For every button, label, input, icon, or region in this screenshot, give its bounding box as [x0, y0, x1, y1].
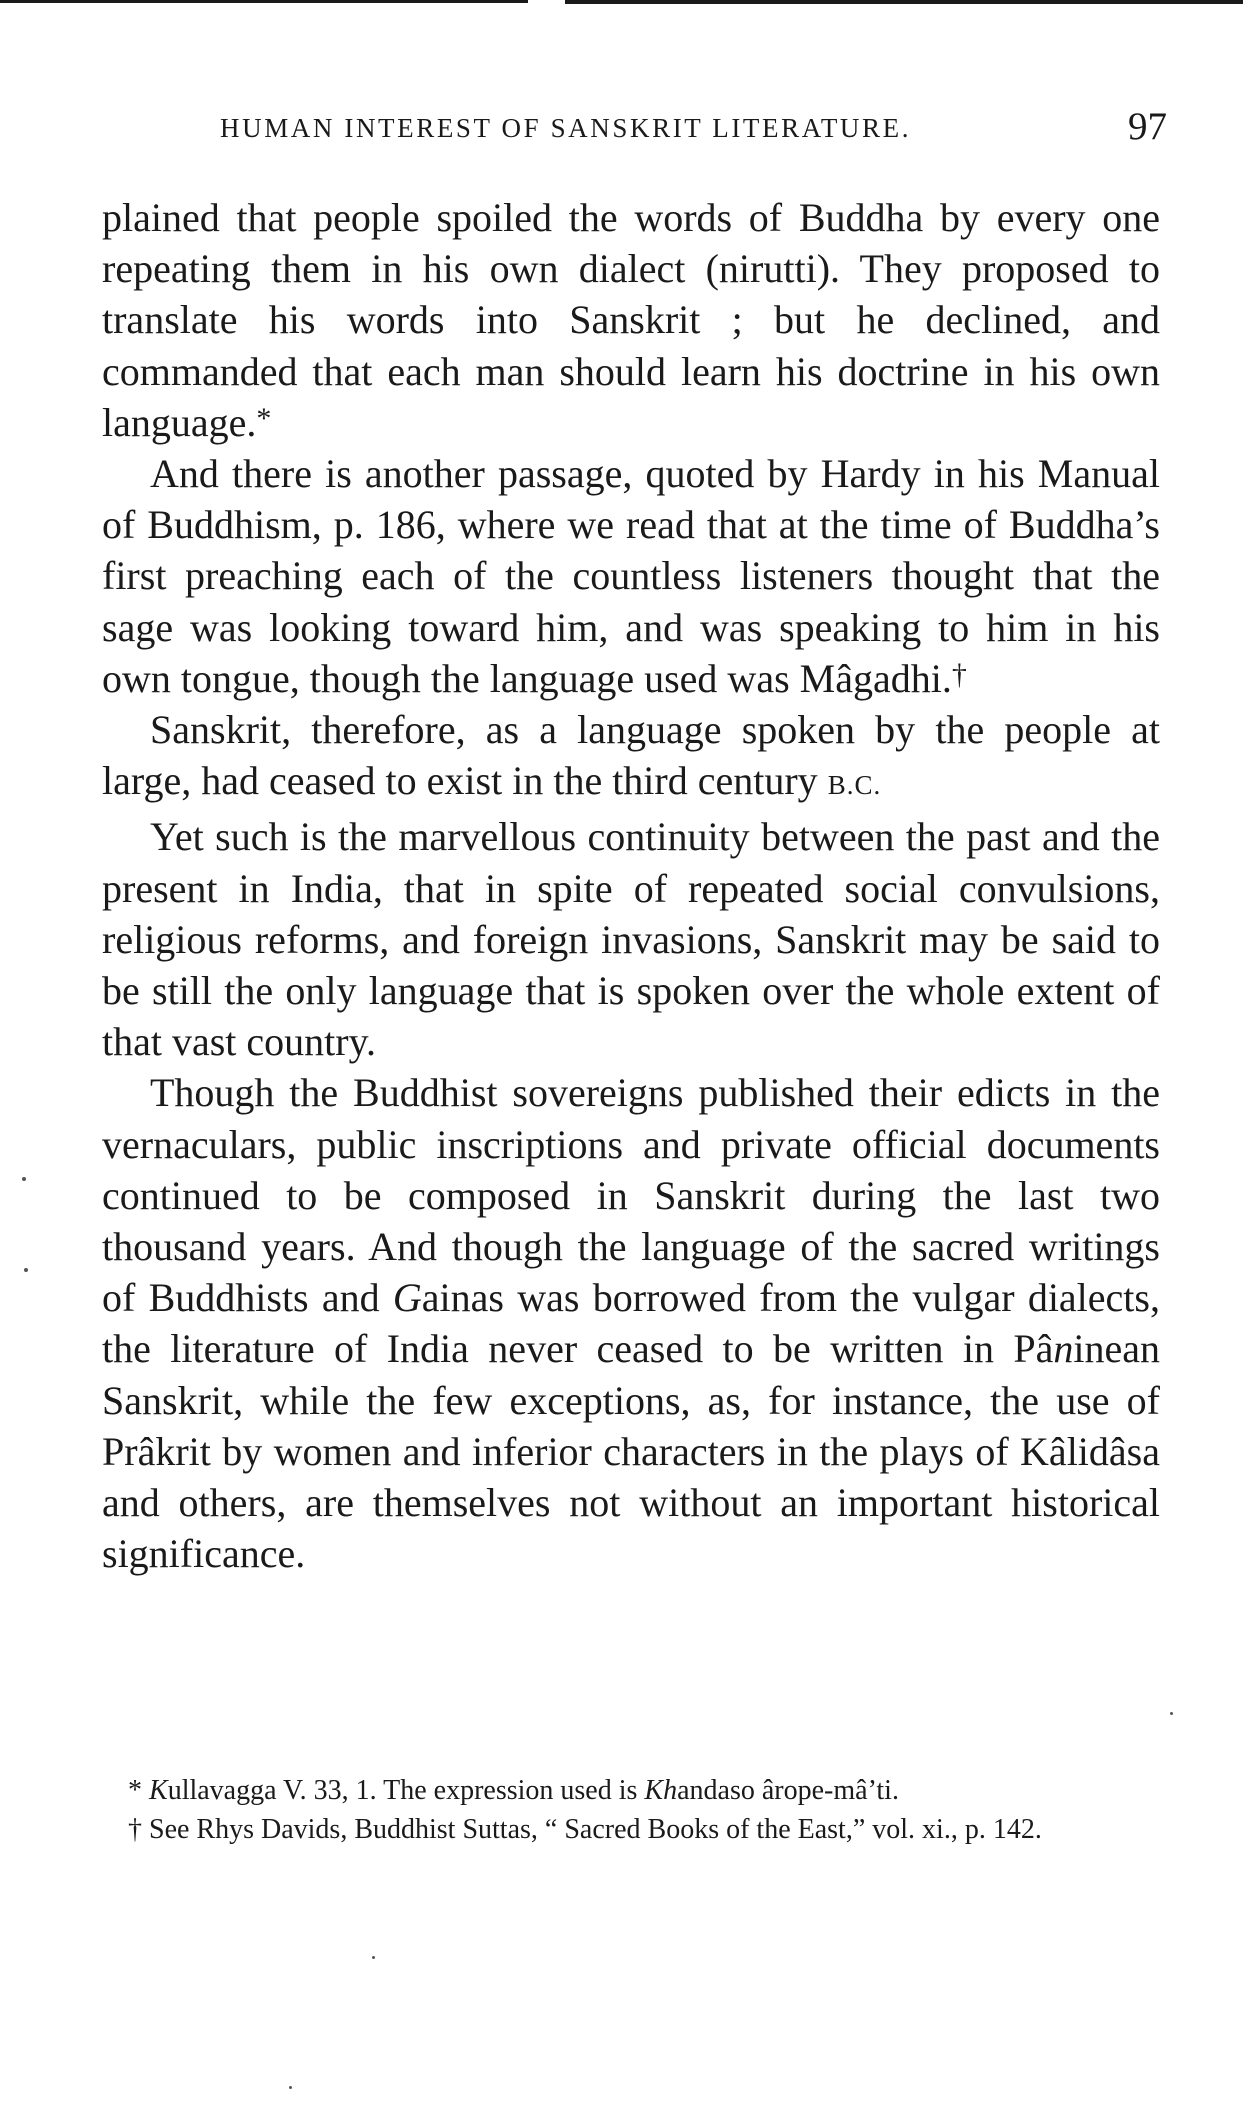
footnote-1-italic-h: h	[663, 1775, 678, 1806]
top-rule-right	[565, 0, 1243, 4]
page-number: 97	[1128, 105, 1167, 148]
paragraph-5-text-c: inean Sanskrit, while the few exceptions, as, for instance, the use of Prâkrit by women and inferior characters in the plays of Kâlidâsa and others, are themselves not without an important historical significance.	[102, 1326, 1160, 1577]
paragraph-5-text-a: Though the Buddhist sovereigns published their edicts in the vernaculars, public inscriptions and private official documents continued to be composed in Sanskrit during the last two thousand years. And though the language of the sacred writings of Buddhists and	[102, 1070, 1160, 1321]
footnote-2-text: See Rhys Davids, Buddhist Suttas, “ Sacred Books of the East,” vol. xi., p. 142.	[149, 1814, 1042, 1845]
footnote-ref-dagger: †	[951, 657, 967, 691]
footnotes	[94, 1772, 1156, 1850]
paragraph-1	[102, 192, 1160, 448]
paragraph-5-text-b: ainas was borrowed from the vulgar dialects, the literature of India never ceased to be written in Pâ	[102, 1275, 1160, 1372]
running-head: HUMAN INTEREST OF SANSKRIT LITERATURE.	[220, 113, 912, 143]
paragraph-3-text: Sanskrit, therefore, as a language spoken by the people at large, had ceased to exist in the third century	[102, 707, 1160, 804]
paragraph-4	[102, 811, 1160, 1067]
paragraph-2-text: And there is another passage, quoted by Hardy in his Manual of Buddhism, p. 186, where we read that at the time of Buddha’s first preaching each of the countless listeners thought that the sage was looking toward him, and was speaking to him in his own tongue, though the language used was Mâgadhi.	[102, 451, 1160, 701]
paragraph-4-text: Yet such is the marvellous continuity between the past and the present in India, that in spite of repeated social convulsions, religious reforms, and foreign invasions, Sanskrit may be said to be still the only language that is spoken over the whole extent of that vast country.	[102, 814, 1160, 1065]
footnote-1-text-b: andaso ârope-mâ’ti.	[677, 1775, 899, 1806]
footnote-1-italic-k2: K	[644, 1775, 664, 1806]
margin-speck-4	[372, 1956, 375, 1959]
paragraph-2	[102, 448, 1160, 704]
gainas-italic-g: G	[392, 1275, 422, 1321]
footnote-1	[94, 1772, 1156, 1809]
margin-speck-3	[1170, 1712, 1173, 1715]
footnote-1-text-a: ullavagga V. 33, 1. The expression used is	[167, 1775, 645, 1806]
margin-speck-5	[289, 2086, 292, 2089]
paragraph-5	[102, 1067, 1160, 1579]
paragraph-3	[102, 704, 1160, 811]
body-text	[102, 192, 1160, 1579]
top-rule-left	[0, 0, 528, 3]
footnote-1-italic-k: K	[149, 1775, 168, 1806]
footnote-2	[94, 1811, 1156, 1848]
paragraph-1-text: plained that people spoiled the words of Buddha by every one repeating them in his own dialect (nirutti). They proposed to translate his words into Sanskrit ; but he declined, and commanded that each man should learn his doctrine in his own language.	[102, 195, 1160, 445]
paninean-italic-n: n	[1053, 1326, 1074, 1372]
footnote-2-mark: †	[128, 1814, 142, 1845]
margin-speck-2	[24, 1268, 28, 1272]
margin-speck-1	[22, 1177, 26, 1181]
footnote-1-mark: *	[128, 1775, 142, 1806]
footnote-ref-star: *	[256, 401, 272, 435]
era-abbreviation: B.C.	[827, 770, 882, 801]
